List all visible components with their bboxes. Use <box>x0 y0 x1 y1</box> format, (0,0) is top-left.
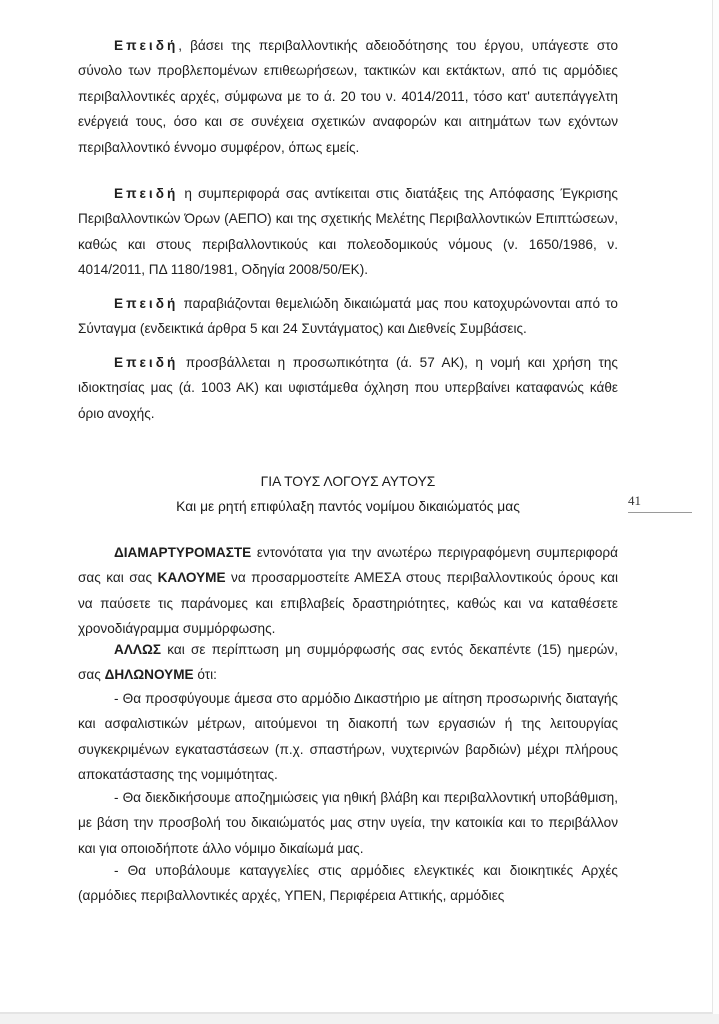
bullet-text: - Θα υποβάλουμε καταγγελίες στις αρμόδιες ελεγκτικές και διοικητικές Αρχές (αρμόδιες περιβαλλοντικές αρχές, ΥΠΕΝ, Περιφέρεια Αττικής, αρμόδιες <box>78 863 618 904</box>
otherwise-emphasis: ΔΗΛΩΝΟΥΜΕ <box>104 667 194 683</box>
paragraph-otherwise <box>78 637 618 688</box>
bullet-text: - Θα διεκδικήσουμε αποζημιώσεις για ηθική βλάβη και περιβαλλοντική υποβάθμιση, με βάση την προσβολή του δικαιώματός μας στην υγεία, την κατοικία και το περιβάλλον και για οποιοδήποτε άλλο νόμιμο δικαίωμά μας. <box>78 790 618 856</box>
paragraph-whereas-2 <box>78 181 618 283</box>
section-heading-subtitle: Και με ρητή επιφύλαξη παντός νομίμου δικαιώματός μας <box>176 499 520 514</box>
paragraph-protest <box>78 540 618 642</box>
protest-lead: ΔΙΑΜΑΡΤΥΡΟΜΑΣΤΕ <box>114 545 252 560</box>
page-number: 41 <box>628 493 692 513</box>
whereas-lead: Επειδή <box>114 186 179 201</box>
protest-text-2: να προσαρμοστείτε ΑΜΕΣΑ στους περιβαλλοντικούς όρους και να παύσετε τις παράνομες και επιβλαβείς δραστηριότητες, καθώς και να καταθέσετε χρονοδιάγραμμα συμμόρφωσης. <box>78 570 618 637</box>
whereas-lead: Επειδή <box>114 355 179 370</box>
otherwise-text-2: ότι: <box>193 667 217 683</box>
whereas-lead: Επειδή <box>114 38 179 53</box>
otherwise-text-1: και σε περίπτωση μη συμμόρφωσής σας εντός δεκαπέντε (15) ημερών, σας <box>78 642 618 683</box>
paragraph-whereas-4 <box>78 350 618 426</box>
protest-text-1: εντονότατα για την ανωτέρω περιγραφόμενη συμπεριφορά σας και σας <box>78 545 618 586</box>
bullet-item-damages <box>78 785 618 861</box>
section-heading-title: ΓΙΑ ΤΟΥΣ ΛΟΓΟΥΣ ΑΥΤΟΥΣ <box>260 474 436 489</box>
otherwise-lead: ΑΛΛΩΣ <box>114 642 162 657</box>
bullet-text: - Θα προσφύγουμε άμεσα στο αρμόδιο Δικαστήριο με αίτηση προσωρινής διαταγής και ασφαλιστικών μέτρων, αιτούμενοι τη διακοπή των εργασιών ή της λειτουργίας συγκεκριμένων εγκαταστάσεων (π.χ. σπαστήρων, νυχτερινών βαρδιών) μέχρι πλήρους αποκατάστασης της νομιμότητας. <box>78 691 618 783</box>
paragraph-text: προσβάλλεται η προσωπικότητα (ά. 57 ΑΚ), η νομή και χρήση της ιδιοκτησίας μας (ά. 1003 ΑΚ) και υφιστάμεθα όχληση που υπερβαίνει καταφανώς κάθε όριο ανοχής. <box>78 355 618 421</box>
paragraph-whereas-3 <box>78 291 618 342</box>
page-bottom-edge <box>0 1014 719 1024</box>
bullet-item-court <box>78 686 618 788</box>
whereas-lead: Επειδή <box>114 296 179 311</box>
protest-emphasis: ΚΑΛΟΥΜΕ <box>157 570 226 586</box>
paragraph-text: , βάσει της περιβαλλοντικής αδειοδότησης του έργου, υπάγεστε στο σύνολο των προβλεπομένων επιθεωρήσεων, τακτικών και εκτάκτων, από τις αρμόδιες περιβαλλοντικές αρχές, σύμφωνα με το ά. 20 του ν. 4014/2011, τόσο κατ' αυτεπάγγελτη ενέργειά τους, όσο και σε συνέχεια σχετικών αναφορών και αιτημάτων των εχόντων περιβαλλοντικό έννομο συμφέρον, όπως εμείς. <box>78 38 618 155</box>
paragraph-text: παραβιάζονται θεμελιώδη δικαιώματά μας που κατοχυρώνονται από το Σύνταγμα (ενδεικτικά άρθρα 5 και 24 Συντάγματος) και Διεθνείς Συμβάσεις. <box>78 296 618 337</box>
bullet-item-complaints <box>78 858 618 909</box>
paragraph-whereas-1 <box>78 33 618 160</box>
paragraph-text: η συμπεριφορά σας αντίκειται στις διατάξεις της Απόφασης Έγκρισης Περιβαλλοντικών Όρων (ΑΕΠΟ) και της σχετικής Μελέτης Περιβαλλοντικών Επιπτώσεων, καθώς και στους περιβαλλοντικούς και πολεοδομικούς νόμους (ν. 1650/1986, ν. 4014/2011, ΠΔ 1180/1981, Οδηγία 2008/50/ΕΚ). <box>78 186 618 278</box>
